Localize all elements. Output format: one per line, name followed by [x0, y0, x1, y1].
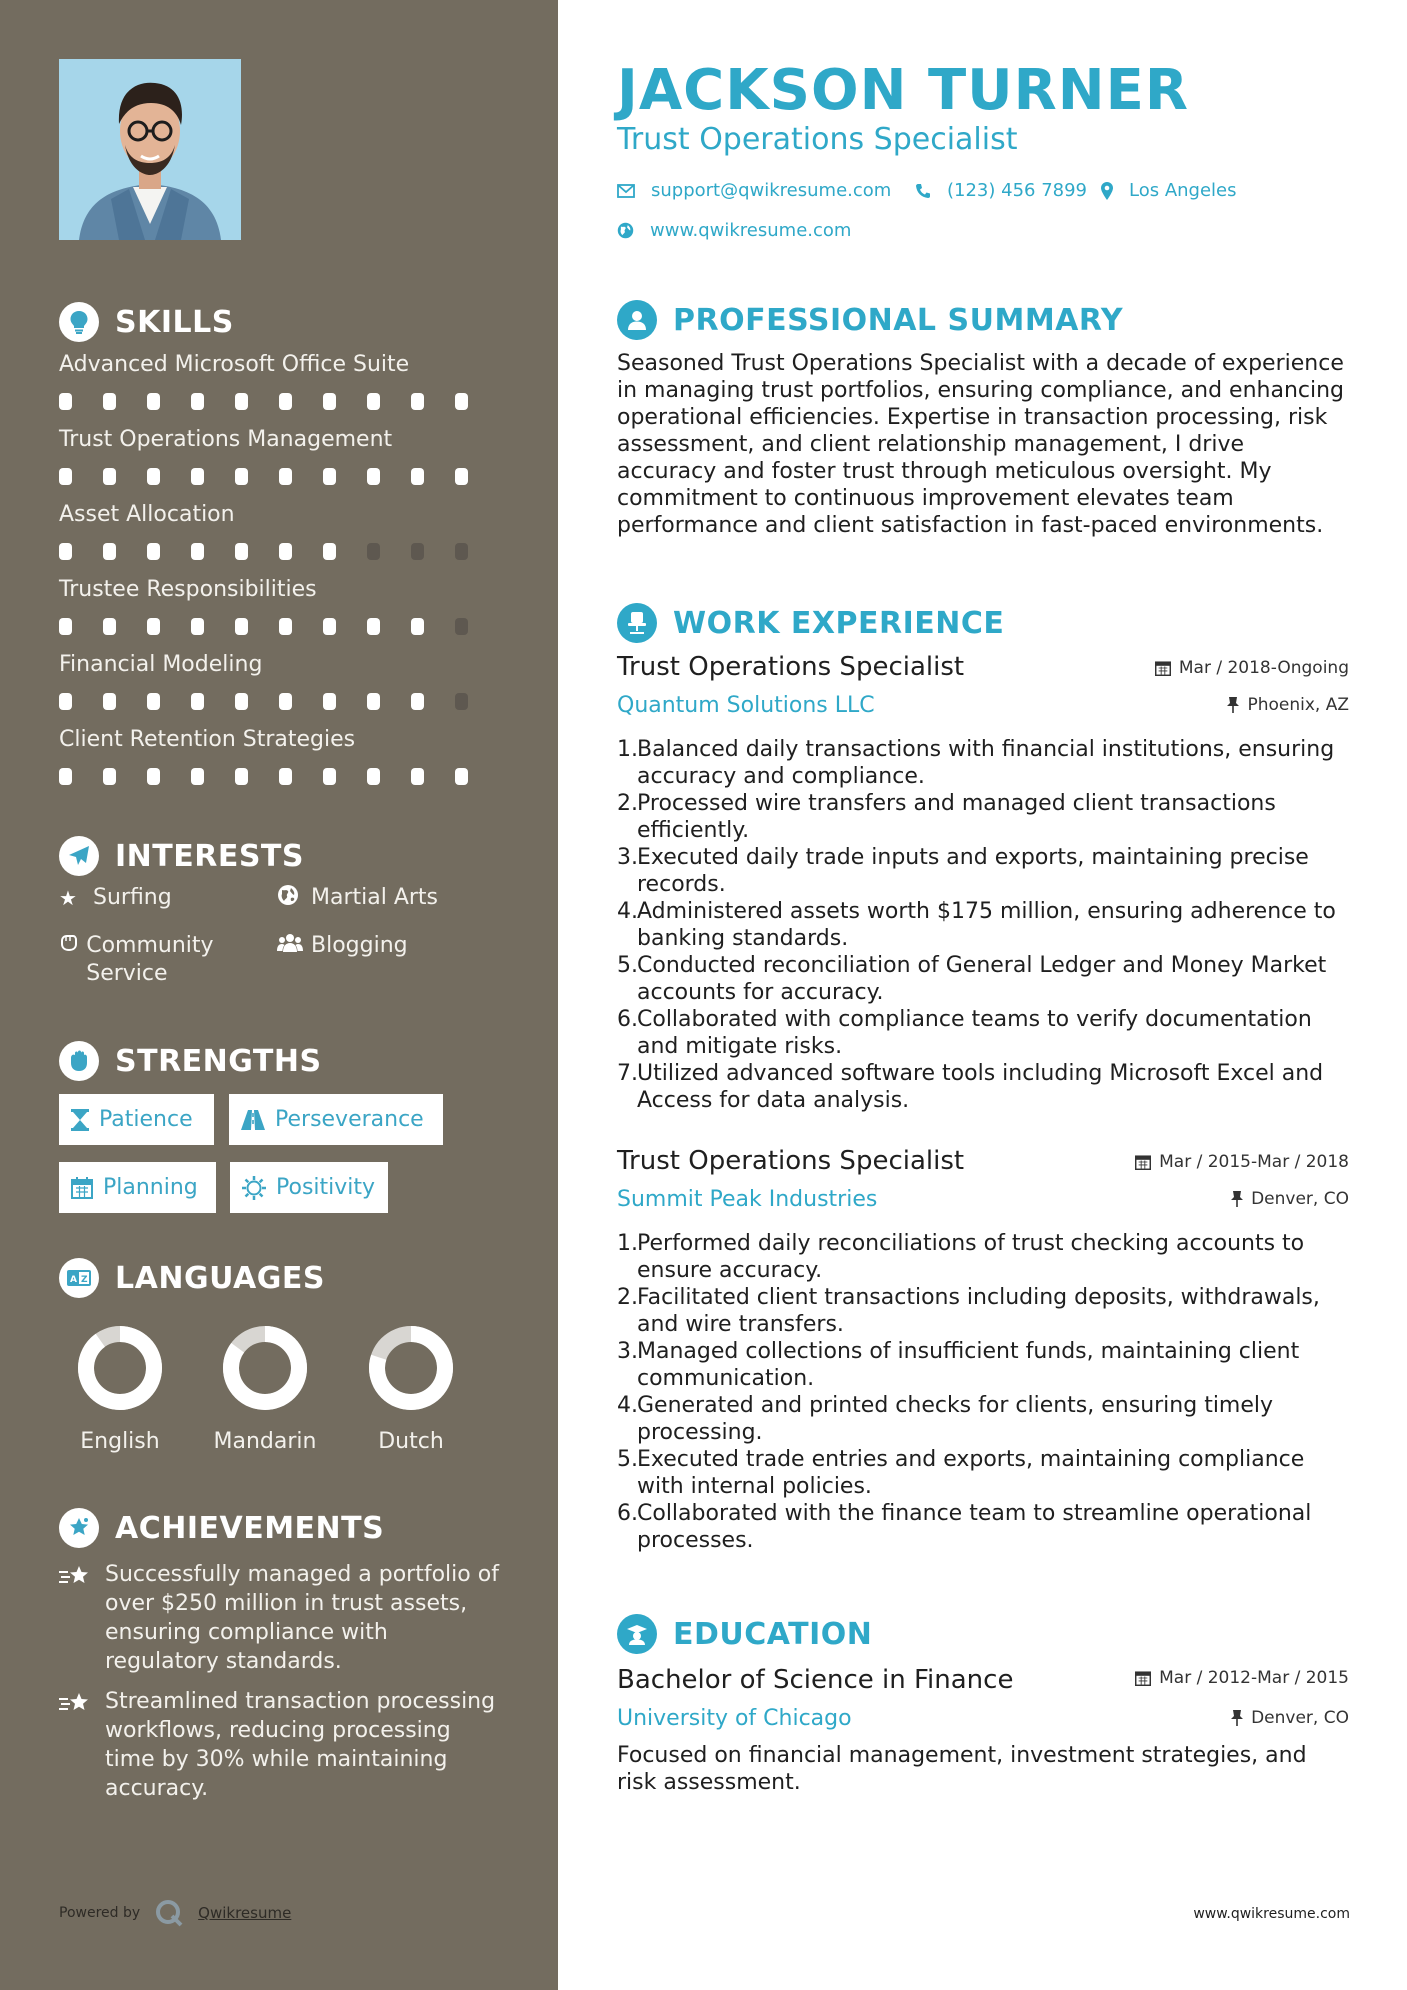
fist-icon	[59, 1041, 99, 1081]
bullet-number: 1.	[617, 1231, 638, 1256]
achievement-item	[59, 1687, 499, 1803]
rating-dot	[147, 468, 160, 485]
bullet-text: Performed daily reconciliations of trust checking accounts to ensure accuracy.	[637, 1231, 1305, 1283]
achievement-text: Successfully managed a portfolio of over $250 million in trust assets, ensuring compliance with regulatory standards.	[105, 1562, 499, 1674]
job-bullet-list	[617, 1230, 1349, 1554]
rating-dot	[147, 618, 160, 635]
education-heading: EDUCATION	[617, 1614, 872, 1654]
bullet-text: Generated and printed checks for clients, ensuring timely processing.	[637, 1393, 1274, 1445]
bullet-text: Collaborated with compliance teams to verify documentation and mitigate risks.	[637, 1007, 1312, 1059]
rating-dot	[59, 768, 72, 785]
users-icon	[277, 932, 311, 960]
shooting-star-icon	[59, 1687, 105, 1803]
skills-heading: SKILLS	[59, 302, 234, 342]
paper-plane-icon	[59, 836, 99, 876]
interest-item: Community Service	[59, 932, 259, 988]
job-dates-text: Mar / 2018-Ongoing	[1178, 658, 1349, 678]
rating-dot	[455, 618, 468, 635]
strength-badge: Perseverance	[229, 1094, 443, 1145]
profile-photo	[59, 59, 241, 240]
bullet-number: 6.	[617, 1007, 638, 1032]
rating-dot	[103, 393, 116, 410]
rating-dot	[103, 768, 116, 785]
bullet-text: Conducted reconciliation of General Ledger and Money Market accounts for accuracy.	[637, 953, 1327, 1005]
rating-dot	[59, 543, 72, 560]
skill-rating	[59, 618, 499, 635]
rating-dot	[103, 693, 116, 710]
job-company: Summit Peak Industries	[617, 1187, 878, 1212]
job-location-text: Phoenix, AZ	[1247, 695, 1349, 715]
rating-dot	[455, 393, 468, 410]
rating-dot	[235, 393, 248, 410]
skill-name: Trustee Responsibilities	[59, 577, 317, 602]
skill-name: Asset Allocation	[59, 502, 235, 527]
rating-dot	[279, 468, 292, 485]
bullet-number: 5.	[617, 953, 638, 978]
language-icon	[59, 1258, 99, 1298]
pushpin-icon	[1231, 1191, 1243, 1207]
job-title: Trust Operations Specialist	[617, 652, 965, 682]
job-bullet	[617, 952, 1349, 1006]
rating-dot	[455, 768, 468, 785]
rating-dot	[367, 693, 380, 710]
globe-icon	[617, 222, 634, 239]
education-degree: Bachelor of Science in Finance	[617, 1665, 1014, 1695]
rating-dot	[191, 543, 204, 560]
bullet-number: 7.	[617, 1061, 638, 1086]
calendar-icon	[71, 1177, 93, 1199]
rating-dot	[411, 618, 424, 635]
rating-dot	[191, 618, 204, 635]
rating-dot	[367, 468, 380, 485]
skill-item	[59, 652, 499, 710]
skill-rating	[59, 468, 499, 485]
job-bullet	[617, 1392, 1349, 1446]
skill-rating	[59, 693, 499, 710]
sidebar	[0, 0, 558, 1990]
rating-dot	[455, 468, 468, 485]
contact-location: Los Angeles	[1101, 180, 1237, 201]
skill-rating	[59, 768, 499, 785]
skill-name: Financial Modeling	[59, 652, 263, 677]
envelope-icon	[617, 184, 635, 198]
rating-dot	[367, 618, 380, 635]
rating-dot	[59, 468, 72, 485]
bullet-number: 6.	[617, 1501, 638, 1526]
interest-item: ★ Surfing	[59, 885, 172, 910]
achievement-item	[59, 1560, 499, 1676]
education-description: Focused on financial management, investment strategies, and risk assessment.	[617, 1743, 1307, 1795]
pushpin-icon	[1231, 1710, 1243, 1726]
education-location: Denver, CO	[1231, 1708, 1349, 1728]
calendar-icon	[1155, 660, 1171, 676]
interests-heading: INTERESTS	[59, 836, 304, 876]
hand-icon	[59, 932, 86, 988]
user-icon	[617, 300, 657, 340]
job-bullet	[617, 790, 1349, 844]
svg-text:Z: Z	[81, 1275, 89, 1285]
contact-website[interactable]: www.qwikresume.com	[617, 220, 851, 241]
bullet-text: Executed daily trade inputs and exports, maintaining precise records.	[637, 845, 1309, 897]
rating-dot	[367, 393, 380, 410]
skill-item	[59, 727, 499, 785]
qwikresume-link[interactable]: Qwikresume	[198, 1904, 292, 1922]
rating-dot	[235, 618, 248, 635]
rating-dot	[279, 693, 292, 710]
phone-icon	[915, 183, 931, 199]
bullet-text: Processed wire transfers and managed client transactions efficiently.	[637, 791, 1276, 843]
achievements-heading: ACHIEVEMENTS	[59, 1508, 384, 1548]
bullet-text: Facilitated client transactions including deposits, withdrawals, and wire transfers.	[637, 1285, 1320, 1337]
job-location	[1227, 695, 1349, 715]
rating-dot	[279, 543, 292, 560]
job-bullet	[617, 844, 1349, 898]
rating-dot	[279, 768, 292, 785]
footer-website[interactable]: www.qwikresume.com	[1193, 1906, 1350, 1922]
job-location-text: Denver, CO	[1251, 1189, 1349, 1209]
rating-dot	[235, 543, 248, 560]
calendar-icon	[1135, 1154, 1151, 1170]
rating-dot	[191, 468, 204, 485]
bullet-number: 5.	[617, 1447, 638, 1472]
job-bullet	[617, 1006, 1349, 1060]
rating-dot	[323, 693, 336, 710]
job-bullet	[617, 736, 1349, 790]
ring-fill	[86, 1334, 154, 1402]
skill-rating	[59, 543, 499, 560]
bullet-text: Administered assets worth $175 million, ensuring adherence to banking standards.	[637, 899, 1336, 951]
hourglass-icon	[71, 1109, 89, 1131]
graduate-icon	[617, 1614, 657, 1654]
language-proficiency-ring	[222, 1325, 308, 1411]
rating-dot	[455, 693, 468, 710]
experience-heading: WORK EXPERIENCE	[617, 603, 1004, 643]
rating-dot	[279, 393, 292, 410]
achievement-text: Streamlined transaction processing workflows, reducing processing time by 30% while maintaining accuracy.	[105, 1689, 496, 1801]
sun-icon	[242, 1176, 266, 1200]
language-item	[346, 1325, 476, 1454]
rating-dot	[323, 543, 336, 560]
svg-text:A: A	[70, 1275, 78, 1285]
rating-dot	[147, 393, 160, 410]
job-location	[1231, 1189, 1349, 1209]
rating-dot	[411, 693, 424, 710]
skill-item	[59, 577, 499, 635]
rating-dot	[367, 543, 380, 560]
bullet-number: 2.	[617, 1285, 638, 1310]
languages-heading: A Z LANGUAGES	[59, 1258, 325, 1298]
language-name: Dutch	[378, 1429, 444, 1454]
education-school: University of Chicago	[617, 1706, 852, 1731]
rating-dot	[323, 393, 336, 410]
rating-dot	[411, 543, 424, 560]
rating-dot	[279, 618, 292, 635]
rating-dot	[235, 768, 248, 785]
office-chair-icon	[617, 603, 657, 643]
powered-by: Powered by Qwikresume	[59, 1898, 291, 1928]
skill-name: Client Retention Strategies	[59, 727, 356, 752]
bullet-number: 3.	[617, 1339, 638, 1364]
rating-dot	[323, 768, 336, 785]
education-dates: Mar / 2012-Mar / 2015	[1135, 1668, 1349, 1688]
rating-dot	[103, 543, 116, 560]
rating-dot	[455, 543, 468, 560]
rating-dot	[235, 693, 248, 710]
job-bullet	[617, 1500, 1349, 1554]
bullet-text: Balanced daily transactions with financial institutions, ensuring accuracy and compliance.	[637, 737, 1335, 789]
rating-dot	[147, 693, 160, 710]
bullet-number: 4.	[617, 1393, 638, 1418]
pushpin-icon	[1227, 697, 1239, 713]
bullet-text: Executed trade entries and exports, maintaining compliance with internal policies.	[637, 1447, 1305, 1499]
job-bullet	[617, 1284, 1349, 1338]
skill-item	[59, 502, 499, 560]
job-company: Quantum Solutions LLC	[617, 693, 875, 718]
calendar-icon	[1135, 1670, 1151, 1686]
qwikresume-logo-icon	[154, 1898, 184, 1928]
job-bullet	[617, 1446, 1349, 1500]
bullet-number: 4.	[617, 899, 638, 924]
contact-email[interactable]: support@qwikresume.com	[617, 180, 891, 201]
summary-text: Seasoned Trust Operations Specialist with a decade of experience in managing trust portfolios, ensuring compliance, and enhancing operational efficiencies. Expertise in transaction processing, risk assessment, and client relationship management, I drive accuracy and foster trust through meticulous oversight. My commitment to continuous improvement elevates team performance and client satisfaction in fast-paced environments.	[617, 351, 1344, 538]
map-pin-icon	[1101, 182, 1113, 200]
job-bullet	[617, 1230, 1349, 1284]
bullet-text: Collaborated with the finance team to streamline operational processes.	[637, 1501, 1312, 1553]
job-dates	[1155, 658, 1349, 678]
rating-dot	[147, 543, 160, 560]
globe-icon	[277, 884, 311, 913]
language-proficiency-ring	[368, 1325, 454, 1411]
job-bullet	[617, 1060, 1349, 1114]
bullet-text: Utilized advanced software tools including Microsoft Excel and Access for data analysis.	[637, 1061, 1324, 1113]
rating-dot	[59, 693, 72, 710]
rating-dot	[411, 468, 424, 485]
language-name: Mandarin	[213, 1429, 317, 1454]
candidate-name: JACKSON TURNER	[617, 58, 1190, 123]
strength-badge: Patience	[59, 1094, 214, 1145]
rating-dot	[191, 393, 204, 410]
strengths-heading: STRENGTHS	[59, 1041, 322, 1081]
rating-dot	[411, 393, 424, 410]
rating-dot	[323, 468, 336, 485]
strength-badge: Planning	[59, 1162, 216, 1213]
job-dates-text: Mar / 2015-Mar / 2018	[1159, 1152, 1349, 1172]
interest-item: Blogging	[277, 932, 408, 960]
bullet-number: 3.	[617, 845, 638, 870]
bullet-number: 1.	[617, 737, 638, 762]
rating-dot	[191, 768, 204, 785]
rating-dot	[323, 618, 336, 635]
job-title: Trust Operations Specialist	[617, 1146, 965, 1176]
skill-item	[59, 352, 499, 410]
skill-name: Advanced Microsoft Office Suite	[59, 352, 410, 377]
rating-dot	[103, 618, 116, 635]
skill-rating	[59, 393, 499, 410]
star-icon: ★	[59, 886, 77, 910]
award-icon	[59, 1508, 99, 1548]
rating-dot	[235, 468, 248, 485]
bullet-text: Managed collections of insufficient funds, maintaining client communication.	[637, 1339, 1300, 1391]
language-proficiency-ring	[77, 1325, 163, 1411]
rating-dot	[147, 768, 160, 785]
lightbulb-icon	[59, 302, 99, 342]
skill-name: Trust Operations Management	[59, 427, 393, 452]
job-bullet	[617, 898, 1349, 952]
contact-phone[interactable]: (123) 456 7899	[915, 180, 1087, 201]
job-bullet-list	[617, 736, 1349, 1114]
rating-dot	[191, 693, 204, 710]
rating-dot	[103, 468, 116, 485]
rating-dot	[367, 768, 380, 785]
candidate-role: Trust Operations Specialist	[617, 122, 1018, 157]
language-item	[200, 1325, 330, 1454]
rating-dot	[59, 393, 72, 410]
rating-dot	[411, 768, 424, 785]
language-name: English	[80, 1429, 160, 1454]
road-icon	[241, 1110, 265, 1130]
rating-dot	[59, 618, 72, 635]
summary-heading: PROFESSIONAL SUMMARY	[617, 300, 1123, 340]
job-bullet	[617, 1338, 1349, 1392]
language-item	[55, 1325, 185, 1454]
interest-item: Martial Arts	[277, 884, 438, 913]
shooting-star-icon	[59, 1560, 105, 1676]
bullet-number: 2.	[617, 791, 638, 816]
job-dates	[1135, 1152, 1349, 1172]
skill-item	[59, 427, 499, 485]
strength-badge: Positivity	[230, 1162, 388, 1213]
